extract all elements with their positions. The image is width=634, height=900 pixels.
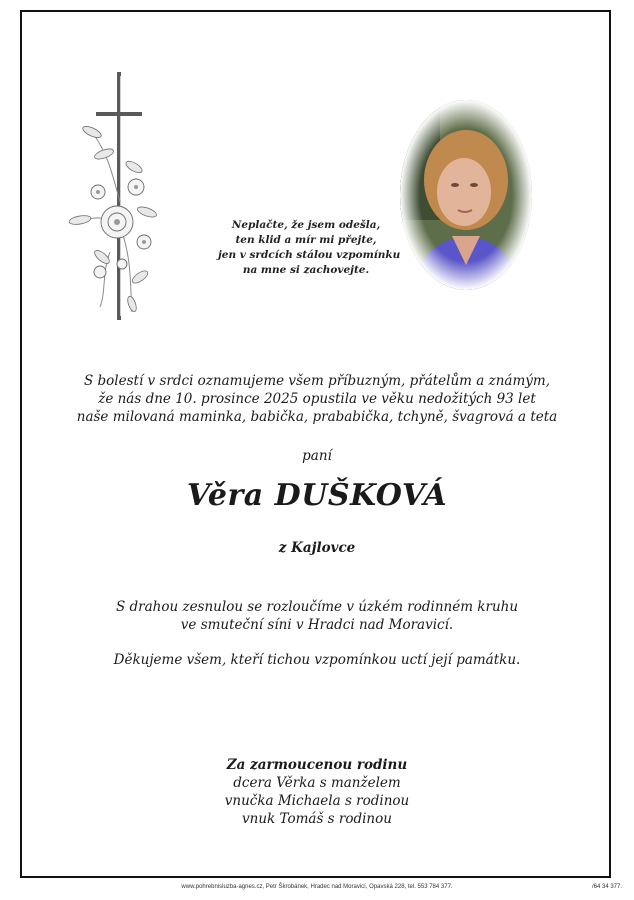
deceased-name: Věra DUŠKOVÁ (186, 478, 448, 513)
announcement-line: že nás dne 10. prosince 2025 opustila ve věku nedožitých 93 let (98, 391, 536, 407)
verse-line: ten klid a mír mi přejte, (235, 234, 377, 246)
footer-text: www.pohrebnisluzba-agnes.cz, Petr Škrobánek, Hradec nad Moravicí, Opavská 228, tel. 553 784 377. (181, 884, 453, 890)
origin: z Kajlovce (278, 540, 356, 556)
family-member: vnučka Michaela s rodinou (224, 793, 410, 809)
cross-with-flowers-icon (62, 72, 172, 322)
portrait-photo (400, 100, 532, 290)
announcement (60, 372, 574, 426)
announcement-line: naše milovaná maminka, babička, prababička, tchyně, švagrová a teta (76, 409, 558, 425)
verse-line: Neplačte, že jsem odešla, (231, 219, 381, 231)
family-member: vnuk Tomáš s rodinou (242, 811, 392, 827)
announcement-line: S bolestí v srdci oznamujeme všem příbuzným, přátelům a známým, (83, 373, 550, 389)
family-signature (0, 756, 634, 828)
farewell-line: ve smuteční síni v Hradci nad Moravicí. (180, 617, 454, 633)
family-member: dcera Věrka s manželem (233, 775, 401, 791)
verse-line: jen v srdcích stálou vzpomínku (218, 249, 401, 261)
farewell-line: S drahou zesnulou se rozloučíme v úzkém rodinném kruhu (115, 599, 519, 615)
salutation: paní (302, 448, 332, 464)
farewell (0, 598, 634, 634)
family-heading: Za zarmoucenou rodinu (226, 757, 408, 773)
verse (218, 218, 401, 278)
verse-line: na mne si zachovejte. (242, 264, 370, 276)
footer-code: /64 34 377. (591, 884, 622, 890)
thanks: Děkujeme všem, kteří tichou vzpomínkou uctí její památku. (113, 652, 521, 668)
